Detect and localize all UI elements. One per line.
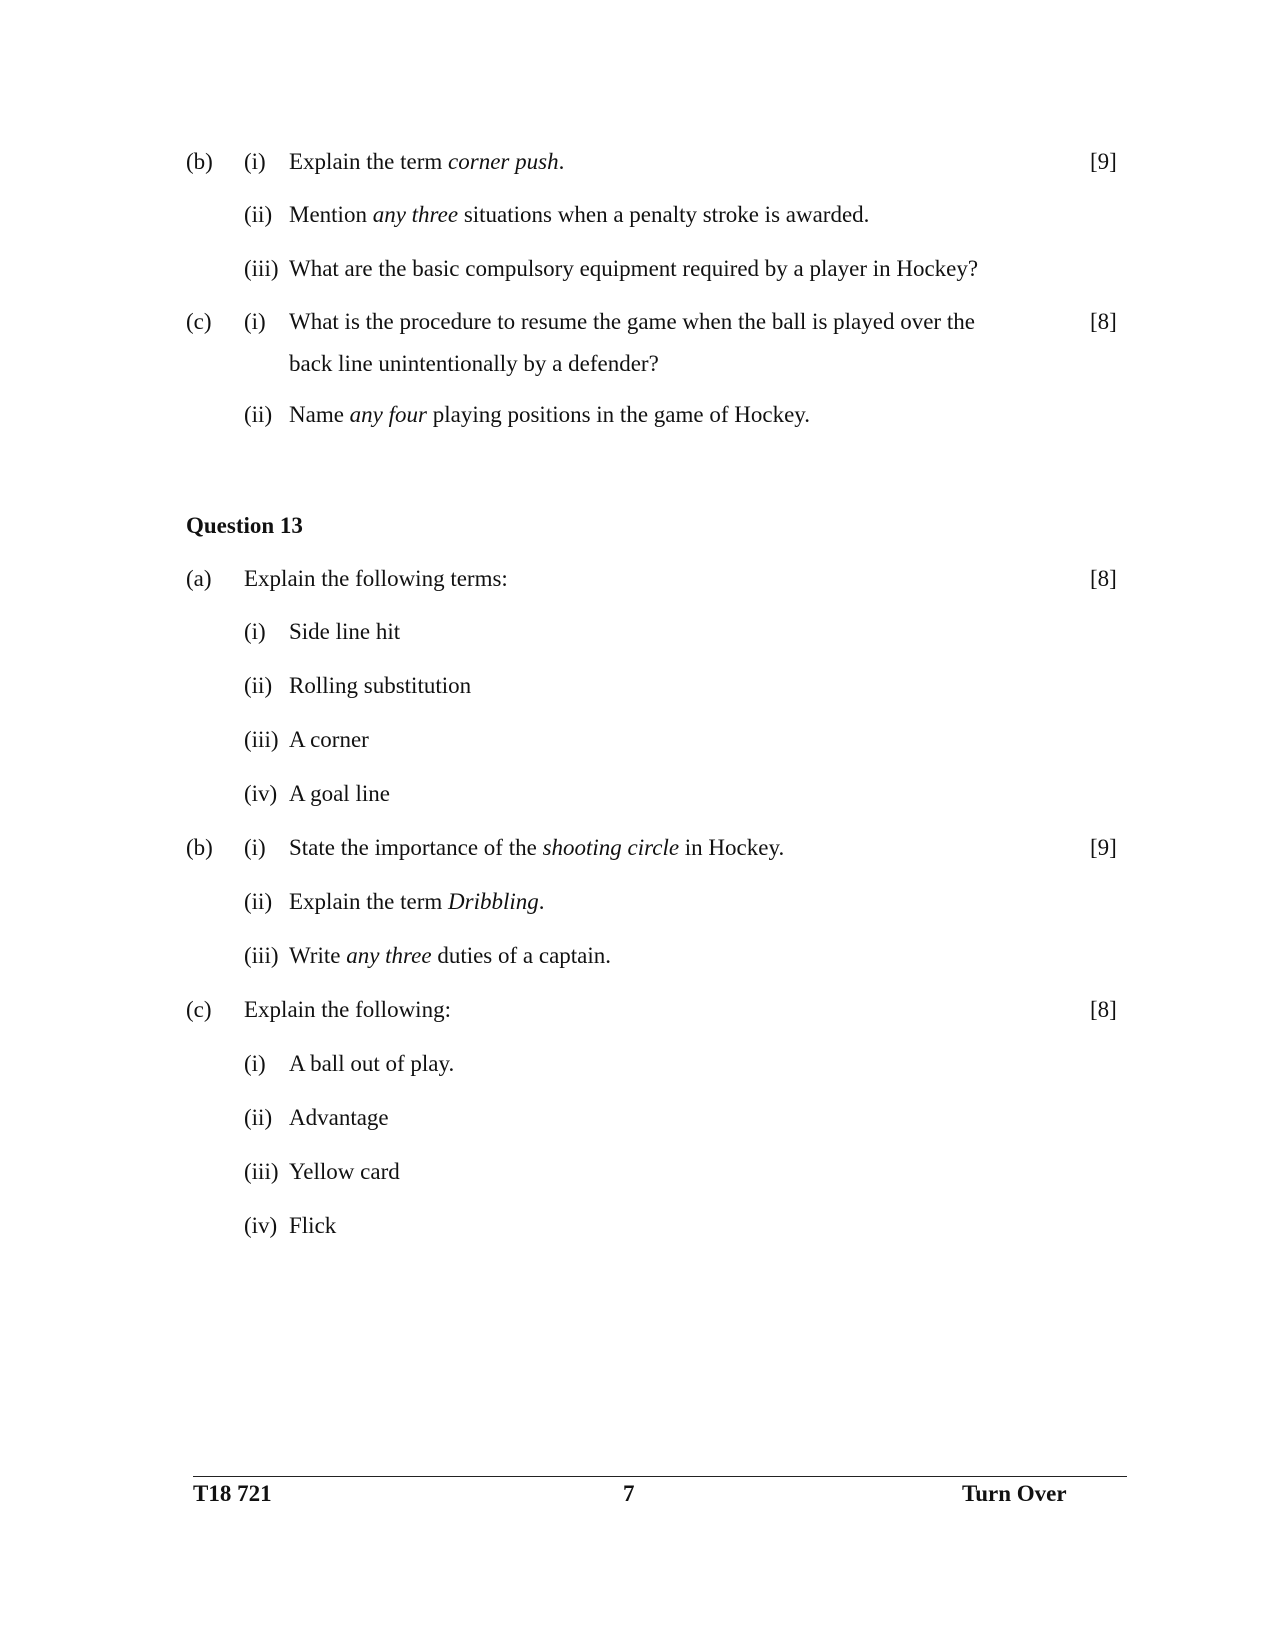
- question-text: State the importance of the shooting circle in Hockey.: [289, 835, 785, 860]
- marks: [8]: [1090, 997, 1117, 1022]
- sub-label: (ii): [244, 673, 273, 698]
- part-label: (b): [186, 835, 213, 860]
- sub-label: (ii): [244, 402, 273, 427]
- question-text: back line unintentionally by a defender?: [289, 351, 659, 376]
- question-text: Write any three duties of a captain.: [289, 943, 612, 968]
- term-text: A corner: [289, 727, 369, 752]
- term-text: Yellow card: [289, 1159, 400, 1184]
- sub-label: (i): [244, 309, 266, 334]
- paper-code: T18 721: [193, 1481, 272, 1506]
- part-label: (c): [186, 309, 212, 334]
- question-text: Explain the following terms:: [244, 566, 508, 591]
- marks: [8]: [1090, 566, 1117, 591]
- term-text: Rolling substitution: [289, 673, 472, 698]
- part-label: (b): [186, 149, 213, 174]
- term-text: A ball out of play.: [289, 1051, 455, 1076]
- sub-label: (iii): [244, 943, 279, 968]
- part-label: (c): [186, 997, 212, 1022]
- sub-label: (i): [244, 619, 266, 644]
- page-number: 7: [623, 1481, 635, 1506]
- marks: [9]: [1090, 835, 1117, 860]
- marks: [9]: [1090, 149, 1117, 174]
- sub-label: (i): [244, 1051, 266, 1076]
- term-text: Advantage: [289, 1105, 389, 1130]
- sub-label: (iii): [244, 1159, 279, 1184]
- sub-label: (ii): [244, 202, 273, 227]
- turn-over-label: Turn Over: [962, 1481, 1067, 1506]
- sub-label: (iii): [244, 727, 279, 752]
- sub-label: (iii): [244, 256, 279, 281]
- marks: [8]: [1090, 309, 1117, 334]
- footer-rule: [193, 1476, 1127, 1477]
- term-text: Flick: [289, 1213, 337, 1238]
- term-text: A goal line: [289, 781, 390, 806]
- question-text: What are the basic compulsory equipment required by a player in Hockey?: [289, 256, 979, 281]
- sub-label: (iv): [244, 781, 278, 806]
- part-label: (a): [186, 566, 212, 591]
- question-heading: Question 13: [186, 513, 303, 538]
- sub-label: (iv): [244, 1213, 278, 1238]
- question-text: Explain the term corner push.: [289, 149, 565, 174]
- question-text: Explain the term Dribbling.: [289, 889, 545, 914]
- sub-label: (i): [244, 149, 266, 174]
- sub-label: (ii): [244, 1105, 273, 1130]
- question-text: Name any four playing positions in the game of Hockey.: [289, 402, 811, 427]
- sub-label: (i): [244, 835, 266, 860]
- question-text: What is the procedure to resume the game when the ball is played over the: [289, 309, 975, 334]
- sub-label: (ii): [244, 889, 273, 914]
- question-text: Explain the following:: [244, 997, 451, 1022]
- term-text: Side line hit: [289, 619, 401, 644]
- question-text: Mention any three situations when a penalty stroke is awarded.: [289, 202, 870, 227]
